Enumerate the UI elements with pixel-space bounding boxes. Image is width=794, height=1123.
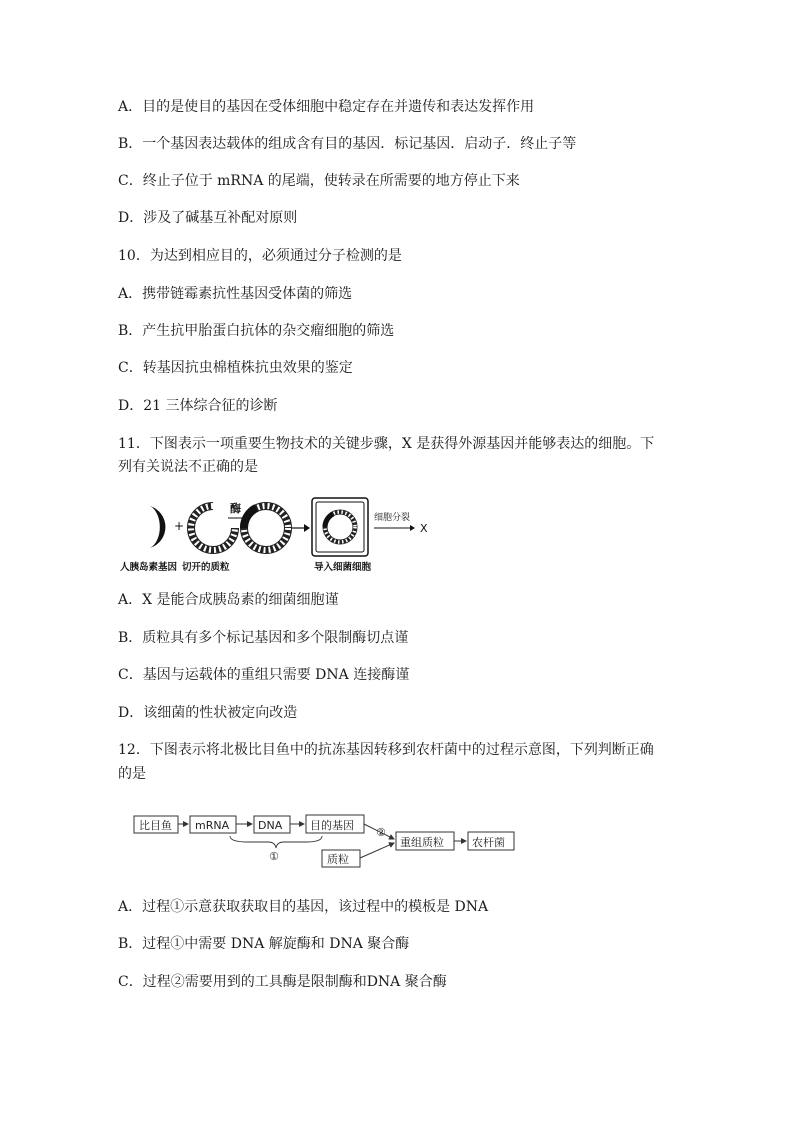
cell-division-label: 细胞分裂 [374,513,411,523]
box-recombinant-plasmid-label: 重组质粒 [400,836,444,849]
q11-option-c: C．基因与运载体的重组只需要 DNA 连接酶谨 [118,667,410,683]
q10-option-c: C．转基因抗虫棉植株抗虫效果的鉴定 [118,360,353,376]
q9-option-c: C．终止子位于 mRNA 的尾端，使转录在所需要的地方停止下来 [118,173,520,189]
q9-option-a: A．目的是使目的基因在受体细胞中稳定存在并遗传和表达发挥作用 [118,99,535,115]
q12-stem-line2: 的是 [118,766,146,782]
box-dna-label: DNA [258,819,283,832]
q11-stem-line2: 列有关说法不正确的是 [118,459,258,475]
bacterial-cell [312,498,368,556]
q10-option-d: D．21 三体综合征的诊断 [118,398,278,414]
q10-option-a: A．携带链霉素抗性基因受体菌的筛选 [118,286,353,302]
insulin-gene-label: 人胰岛素基因 [120,562,178,573]
box-mrna-label: mRNA [195,819,230,832]
plus-sign: + [174,519,185,533]
q11-option-d: D．该细菌的性状被定向改造 [118,705,298,721]
q11-stem-line1: 11．下图表示一项重要生物技术的关键步骤，X 是获得外源基因并能够表达的细胞。下 [118,436,655,452]
box-plasmid-label: 质粒 [327,853,349,866]
box-target-gene-label: 目的基因 [310,819,354,832]
q12-stem-line1: 12．下图表示将北极比目鱼中的抗冻基因转移到农杆菌中的过程示意图，下列判断正确 [118,742,654,758]
step2-marker: ② [376,826,386,839]
q11-option-b: B．质粒具有多个标记基因和多个限制酶切点谨 [118,630,409,646]
q9-option-d: D．涉及了碱基互补配对原则 [118,210,298,226]
box-agrobacterium-label: 农杆菌 [472,836,505,849]
into-bacteria-label: 导入细菌细胞 [314,562,372,573]
x-label: X [420,522,428,535]
q12-option-b: B．过程①中需要 DNA 解旋酶和 DNA 聚合酶 [118,936,410,952]
q11-figure [120,494,450,574]
insulin-gene-fragment [150,506,165,548]
step1-brace [230,836,322,848]
cut-plasmid [191,506,235,550]
recombinant-plasmid [244,506,288,550]
step1-marker: ① [269,850,279,863]
q11-option-a: A．X 是能合成胰岛素的细菌细胞谨 [118,592,339,608]
enzyme-label: 酶 [230,502,241,515]
box-flounder-label: 比目鱼 [139,819,172,832]
q9-option-b: B．一个基因表达载体的组成含有目的基因．标记基因．启动子．终止子等 [118,136,577,152]
q12-option-c: C．过程②需要用到的工具酶是限制酶和DNA 聚合酶 [118,974,447,990]
q10-option-b: B．产生抗甲胎蛋白抗体的杂交瘤细胞的筛选 [118,323,395,339]
cut-plasmid-label: 切开的质粒 [182,562,230,573]
q12-option-a: A．过程①示意获取获取目的基因，该过程中的模板是 DNA [118,899,489,915]
q12-flow-diagram [130,808,520,870]
q10-stem: 10．为达到相应目的，必须通过分子检测的是 [118,248,402,264]
